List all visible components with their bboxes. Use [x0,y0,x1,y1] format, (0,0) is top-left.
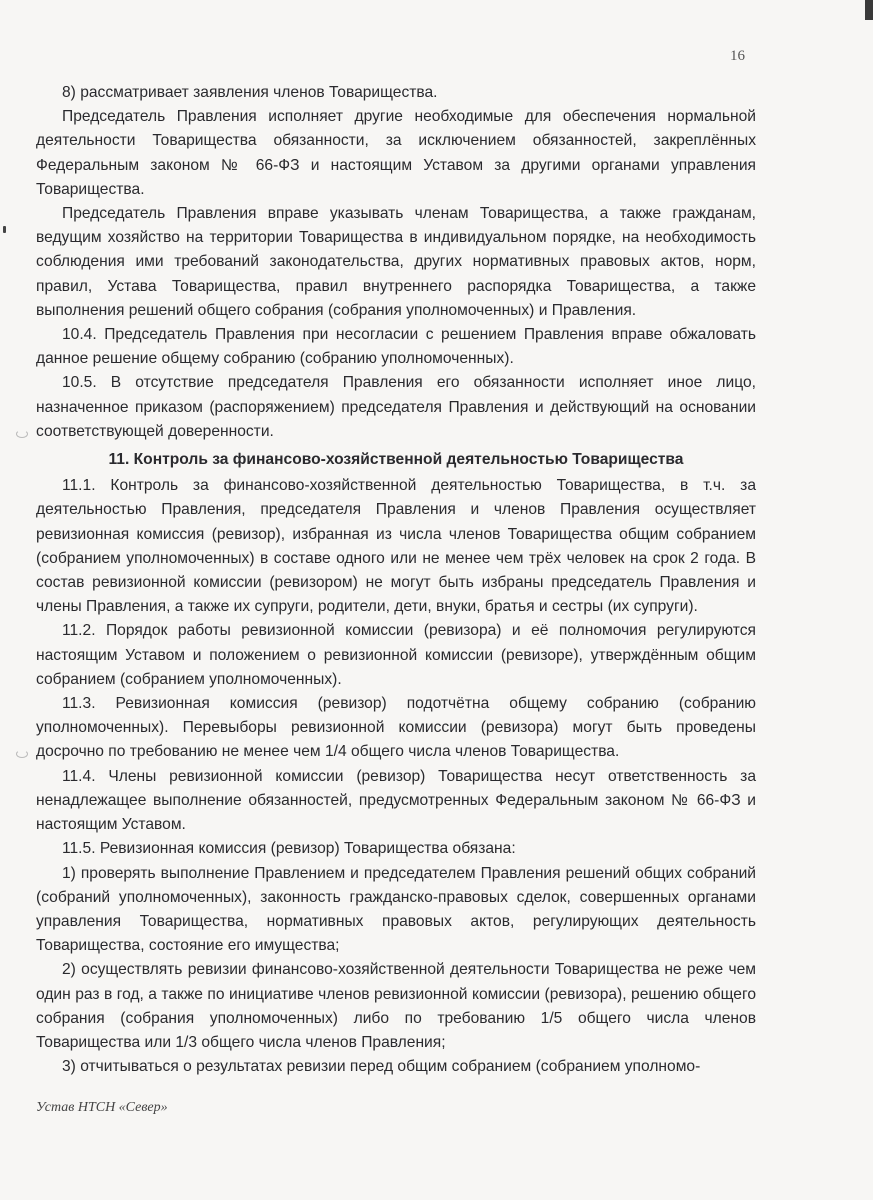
paragraph: 11.4. Члены ревизионной комиссии (ревизор) Товарищества несут ответственность за ненадлежащее выполнение обязанностей, предусмотренных Федеральным законом № 66-ФЗ и настоящим Уставом. [36,767,756,834]
paragraph: 8) рассматривает заявления членов Товарищества. [62,84,438,101]
paragraph: Председатель Правления вправе указывать членам Товарищества, а также гражданам, ведущим хозяйство на территории Товарищества в индивидуальном порядке, на необходимость соблюдения ими требований законодательства, других нормативных правовых актов, норм, правил, Устава Товарищества, правил внутреннего распорядка Товарищества, а также выполнения решений общего собрания (собрания уполномоченных) и Правления. [36,205,756,319]
paragraph: 11.2. Порядок работы ревизионной комиссии (ревизора) и её полномочия регулируются настоящим Уставом и положением о ревизионной комиссии (ревизоре), утверждённым общим собранием (собранием уполномоченных). [36,622,756,688]
paragraph: Председатель Правления исполняет другие необходимые для обеспечения нормальной деятельности Товарищества обязанности, за исключением обязанностей, закреплённых Федеральным законом № 66-ФЗ и настоящим Уставом за другими органами управления Товарищества. [36,108,756,198]
paragraph: 10.4. Председатель Правления при несогласии с решением Правления вправе обжаловать данное решение общему собранию (собранию уполномоченных). [36,326,756,368]
page-number: 16 [730,48,745,64]
paragraph: 10.5. В отсутствие председателя Правления его обязанности исполняет иное лицо, назначенное приказом (распоряжением) председателя Правления и действующий на основании соответствующей доверенности. [36,374,756,440]
scan-edge [865,0,873,20]
scan-speck [16,750,28,758]
document-footer: Устав НТСН «Север» [36,1100,168,1115]
document-body [36,81,756,1079]
scan-speck [16,430,28,438]
list-item: 1) проверять выполнение Правлением и председателем Правления решений общих собраний (собраний уполномоченных), законность гражданско-правовых сделок, совершенных органами управления Товарищества, нормативных правовых актов, регулирующих деятельность Товарищества, состояние его имущества; [36,864,756,955]
list-item: 3) отчитываться о результатах ревизии перед общим собранием (собранием уполномо- [62,1058,701,1076]
paragraph: 11.1. Контроль за финансово-хозяйственной деятельностью Товарищества, в т.ч. за деятельностью Правления, председателя Правления и членов Правления осуществляет ревизионная комиссия (ревизор), избранная из числа членов Товарищества общим собранием (собранием уполномоченных) в составе одного или не менее чем трёх человек на срок 2 года. В состав ревизионной комиссии (ревизором) не могут быть избраны председатель Правления и члены Правления, а также их супруги, родители, дети, внуки, братья и сестры (их супруги). [36,477,756,616]
section-heading: 11. Контроль за финансово-хозяйственной деятельностью Товарищества [108,451,684,469]
scan-mark [3,226,6,233]
paragraph: 11.3. Ревизионная комиссия (ревизор) подотчётна общему собранию (собранию уполномоченных). Перевыборы ревизионной комиссии (ревизора) могут быть проведены досрочно по требованию не менее чем 1/4 общего числа членов Товарищества. [36,695,756,761]
paragraph: 11.5. Ревизионная комиссия (ревизор) Товарищества обязана: [62,840,516,858]
list-item: 2) осуществлять ревизии финансово-хозяйственной деятельности Товарищества не реже чем один раз в год, а также по инициативе членов ревизионной комиссии (ревизора), решению общего собрания (собрания уполномоченных) либо по требованию 1/5 общего числа членов Товарищества или 1/3 общего числа членов Правления; [36,961,756,1051]
